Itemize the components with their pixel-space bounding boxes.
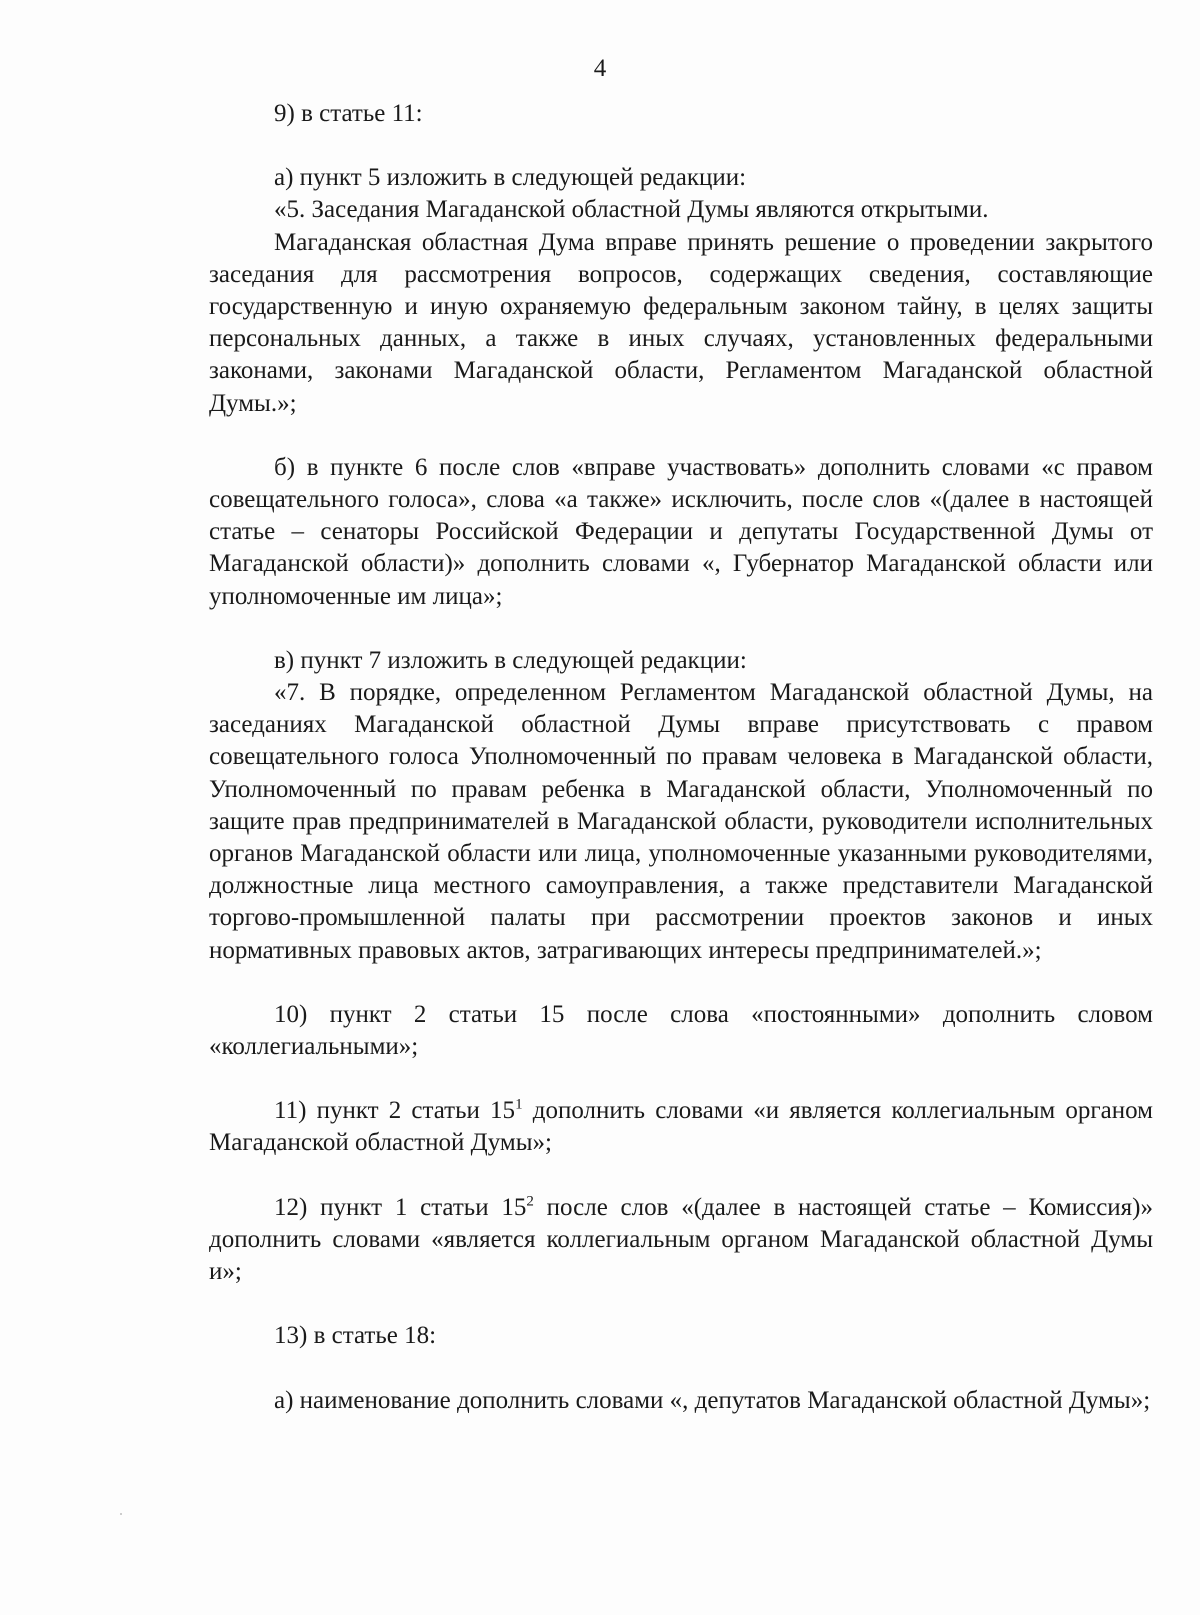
item-11-text <box>209 1095 1153 1159</box>
subitem-b-text: б) в пункте 6 после слов «вправе участвовать» дополнить словами «с правом совещательного голоса», слова «а также» исключить, после слов «(далее в настоящей статье – сенаторы Российской Федерации и депутаты Государственной Думы от Магаданской области)» дополнить словами «, Губернатор Магаданской области или уполномоченные им лица»; <box>209 453 1153 610</box>
subitem-v-heading: в) пункт 7 изложить в следующей редакции: <box>274 646 747 674</box>
subitem-a-heading: а) пункт 5 изложить в следующей редакции: <box>274 164 747 192</box>
page-number: 4 <box>593 55 607 82</box>
point-5-text: «5. Заседания Магаданской областной Думы являются открытыми. <box>274 196 989 224</box>
item-12-text-end: после слов «(далее в настоящей статье – Комиссия)» дополнить словами «является коллегиальным органом Магаданской областной Думы и»; <box>209 1193 1153 1286</box>
item-11-text-end: дополнить словами «и является коллегиальным органом Магаданской областной Думы»; <box>209 1097 1153 1157</box>
point-5-continuation: Магаданская областная Дума вправе принять решение о проведении закрытого заседания для рассмотрения вопросов, содержащих сведения, составляющие государственную и иную охраняемую федеральным законом тайну, в целях защиты персональных данных, а также в иных случаях, установленных федеральными законами, законами Магаданской области, Регламентом Магаданской областной Думы.»; <box>209 228 1153 417</box>
item-9-heading: 9) в статье 11: <box>274 100 423 127</box>
item-11-superscript: 1 <box>515 1096 523 1113</box>
document-body <box>209 98 1153 1417</box>
item-10-text: 10) пункт 2 статьи 15 после слова «постоянными» дополнить словом «коллегиальными»; <box>209 1000 1153 1061</box>
item-12-superscript: 2 <box>526 1193 534 1210</box>
scan-artifact-dot <box>120 1513 122 1515</box>
item-11-text-start: 11) пункт 2 статьи 15 <box>274 1097 516 1125</box>
point-7-text: «7. В порядке, определенном Регламентом Магаданской областной Думы, на заседаниях Магаданской областной Думы вправе присутствовать с правом совещательного голоса Уполномоченный по правам человека в Магаданской области, Уполномоченный по правам ребенка в Магаданской области, Уполномоченный по защите прав предпринимателей в Магаданской области, руководители исполнительных органов Магаданской области или лица, уполномоченные указанными руководителями, должностные лица местного самоуправления, а также представители Магаданской торгово-промышленной палаты при рассмотрении проектов законов и иных нормативных правовых актов, затрагивающих интересы предпринимателей.»; <box>209 679 1153 964</box>
item-13-subitem-a-text: а) наименование дополнить словами «, депутатов Магаданской областной Думы»; <box>274 1386 1151 1414</box>
item-13-heading: 13) в статье 18: <box>274 1322 437 1350</box>
item-12-text <box>209 1192 1153 1289</box>
item-12-text-start: 12) пункт 1 статьи 15 <box>274 1193 527 1221</box>
